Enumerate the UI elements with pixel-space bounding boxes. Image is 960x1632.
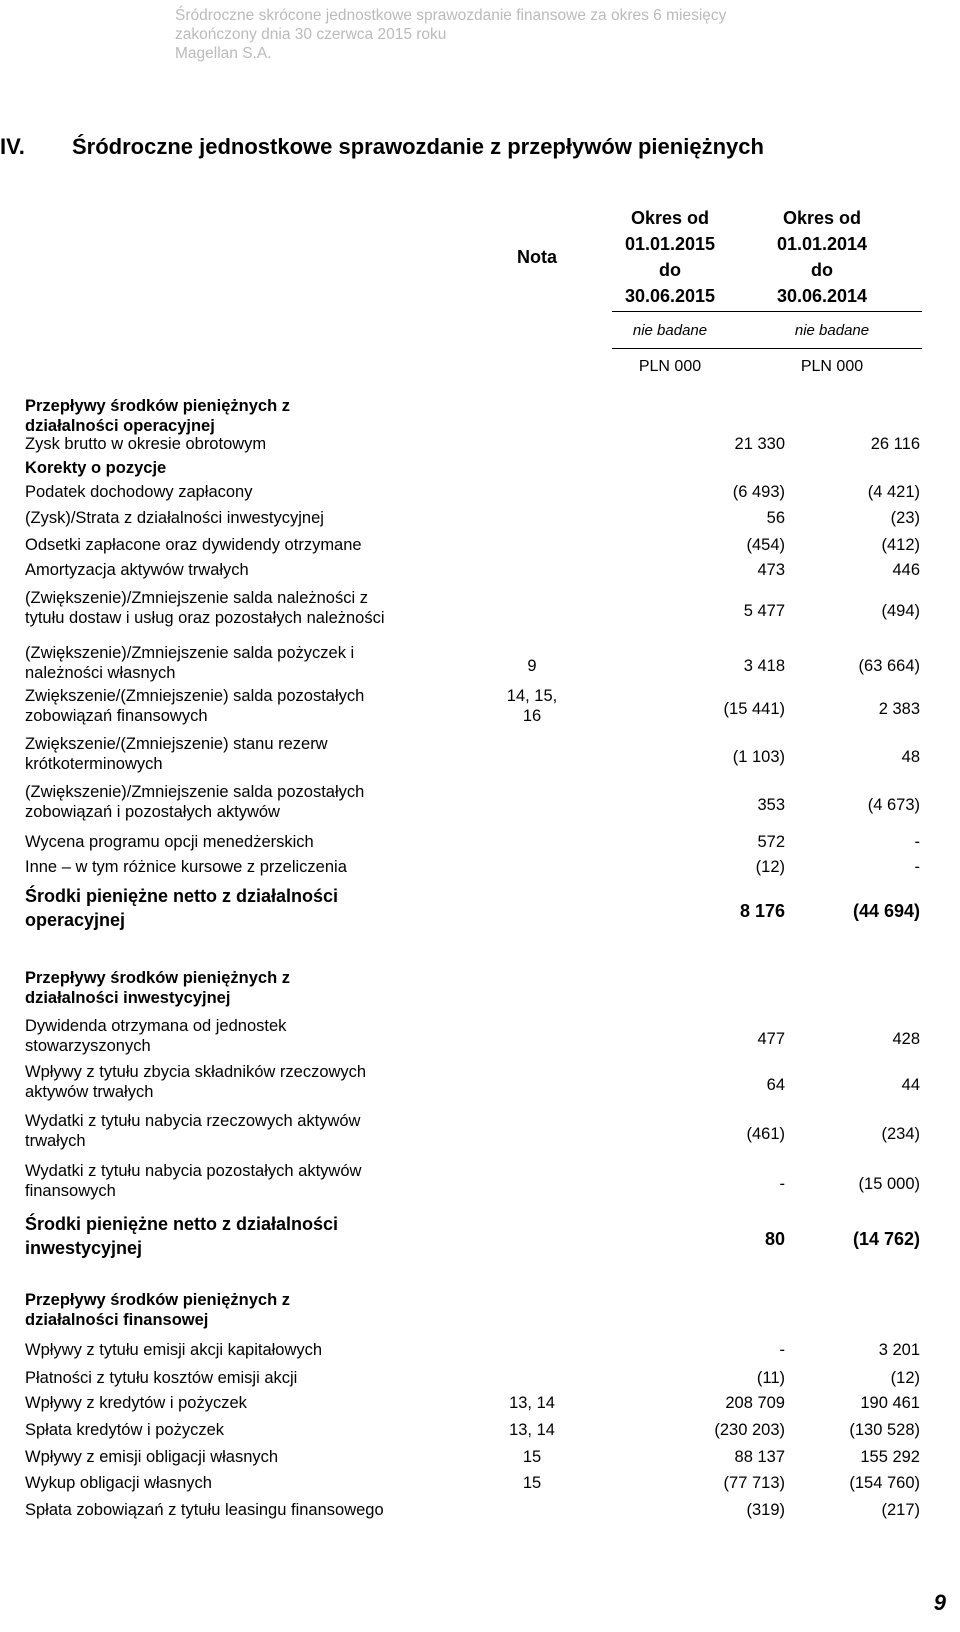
row-label: Dywidenda otrzymana od jednostek stowarzyszonych [25, 1017, 287, 1055]
value-2014: 26 116 [870, 435, 920, 453]
row-label: Wpływy z tytułu emisji akcji kapitałowych [25, 1341, 323, 1359]
value-2014: 2 383 [878, 700, 920, 718]
row-label: Spłata kredytów i pożyczek [25, 1421, 225, 1439]
audit-status-2014: nie badane [794, 322, 870, 339]
row-note: 15 [522, 1448, 542, 1466]
section-title: Śródroczne jednostkowe sprawozdanie z przepływów pieniężnych [72, 134, 764, 159]
value-2015: (319) [746, 1501, 785, 1519]
value-2014: - [914, 833, 920, 851]
value-2015: 21 330 [734, 435, 785, 453]
value-2015: 80 [764, 1229, 785, 1249]
document-header [175, 6, 795, 63]
header-line-3: Magellan S.A. [175, 45, 272, 62]
value-2015: (12) [755, 858, 785, 876]
value-2014: (217) [881, 1501, 920, 1519]
row-label: (Zysk)/Strata z działalności inwestycyjnej [25, 509, 324, 527]
value-2015: (15 441) [723, 700, 785, 718]
row-note: 15 [522, 1474, 542, 1492]
value-2015: 88 137 [734, 1448, 785, 1466]
value-2014: (63 664) [858, 657, 920, 675]
row-label: (Zwiększenie)/Zmniejszenie salda pożyczek i należności własnych [25, 644, 355, 682]
value-2015: 3 418 [743, 657, 785, 675]
row-label: Korekty o pozycje [25, 459, 167, 477]
value-2015: - [779, 1175, 785, 1193]
value-2014: (234) [881, 1125, 920, 1143]
value-2015: 477 [757, 1030, 785, 1048]
column-header-period-2015: Okres od 01.01.2015 do 30.06.2015 [624, 208, 716, 306]
row-label: Wpływy z emisji obligacji własnych [25, 1448, 279, 1466]
row-note: 9 [527, 657, 537, 675]
value-2015: (77 713) [723, 1474, 785, 1492]
row-label: Wpływy z tytułu zbycia składników rzeczowych aktywów trwałych [25, 1063, 367, 1101]
value-2014: (12) [890, 1369, 920, 1387]
row-label: Przepływy środków pieniężnych z działalności finansowej [25, 1291, 290, 1329]
value-2015: 5 477 [743, 602, 785, 620]
row-label: Przepływy środków pieniężnych z działalności inwestycyjnej [25, 969, 290, 1007]
value-2014: 446 [892, 561, 920, 579]
value-2015: (461) [746, 1125, 785, 1143]
row-label: Wydatki z tytułu nabycia pozostałych aktywów finansowych [25, 1162, 362, 1200]
row-label: Inne – w tym różnice kursowe z przeliczenia [25, 858, 347, 876]
row-label: Płatności z tytułu kosztów emisji akcji [25, 1369, 298, 1387]
audit-status-2015: nie badane [632, 322, 708, 339]
column-header-period-2014: Okres od 01.01.2014 do 30.06.2014 [776, 208, 868, 306]
page-number: 9 [933, 1590, 946, 1615]
value-2015: (230 203) [714, 1421, 785, 1439]
row-note: 13, 14 [509, 1421, 555, 1439]
value-2014: (4 673) [867, 796, 920, 814]
row-label: Środki pieniężne netto z działalności operacyjnej [25, 886, 339, 930]
row-label: Odsetki zapłacone oraz dywidendy otrzymane [25, 536, 362, 554]
row-label: Wykup obligacji własnych [25, 1474, 212, 1492]
row-label: Spłata zobowiązań z tytułu leasingu finansowego [25, 1501, 384, 1519]
row-label: Wycena programu opcji menedżerskich [25, 833, 314, 851]
header-line-2: zakończony dnia 30 czerwca 2015 roku [175, 26, 447, 43]
value-2014: - [914, 858, 920, 876]
header-divider [612, 311, 922, 312]
value-2015: (6 493) [732, 483, 785, 501]
row-label: Zwiększenie/(Zmniejszenie) stanu rezerw krótkoterminowych [25, 735, 328, 773]
value-2015: - [779, 1341, 785, 1359]
value-2014: (23) [890, 509, 920, 527]
value-2014: (4 421) [867, 483, 920, 501]
value-2014: (15 000) [858, 1175, 920, 1193]
value-2014: (154 760) [849, 1474, 920, 1492]
value-2014: 48 [901, 748, 920, 766]
row-label: Zysk brutto w okresie obrotowym [25, 435, 267, 453]
value-2014: (14 762) [852, 1229, 920, 1249]
value-2015: 8 176 [739, 901, 785, 921]
row-label: Środki pieniężne netto z działalności inwestycyjnej [25, 1214, 339, 1258]
audit-divider [612, 348, 922, 349]
value-2015: (454) [746, 536, 785, 554]
value-2014: 155 292 [860, 1448, 920, 1466]
value-2015: 208 709 [725, 1394, 785, 1412]
unit-2015: PLN 000 [638, 358, 702, 375]
header-line-1: Śródroczne skrócone jednostkowe sprawozdanie finansowe za okres 6 miesięcy [175, 7, 727, 24]
value-2014: 3 201 [878, 1341, 920, 1359]
value-2014: 428 [892, 1030, 920, 1048]
value-2015: 353 [757, 796, 785, 814]
row-label: Wpływy z kredytów i pożyczek [25, 1394, 247, 1412]
value-2015: (1 103) [732, 748, 785, 766]
value-2014: (130 528) [849, 1421, 920, 1439]
row-note: 14, 15, 16 [506, 687, 558, 725]
unit-2014: PLN 000 [800, 358, 864, 375]
value-2015: 64 [766, 1076, 785, 1094]
value-2014: (412) [881, 536, 920, 554]
value-2015: 56 [766, 509, 785, 527]
column-header-nota: Nota [517, 247, 557, 267]
value-2015: (11) [756, 1369, 785, 1387]
row-label: (Zwiększenie)/Zmniejszenie salda należności z tytułu dostaw i usług oraz pozostałych należności [25, 589, 385, 627]
section-number: IV. [0, 134, 25, 159]
value-2014: (44 694) [852, 901, 920, 921]
row-label: Wydatki z tytułu nabycia rzeczowych aktywów trwałych [25, 1112, 361, 1150]
row-label: (Zwiększenie)/Zmniejszenie salda pozostałych zobowiązań i pozostałych aktywów [25, 783, 365, 821]
row-label: Zwiększenie/(Zmniejszenie) salda pozostałych zobowiązań finansowych [25, 687, 365, 725]
row-label: Przepływy środków pieniężnych z działalności operacyjnej [25, 397, 290, 435]
value-2015: 473 [757, 561, 785, 579]
value-2014: (494) [881, 602, 920, 620]
value-2014: 190 461 [860, 1394, 920, 1412]
row-note: 13, 14 [509, 1394, 555, 1412]
value-2015: 572 [757, 833, 785, 851]
row-label: Podatek dochodowy zapłacony [25, 483, 253, 501]
value-2014: 44 [901, 1076, 920, 1094]
row-label: Amortyzacja aktywów trwałych [25, 561, 249, 579]
